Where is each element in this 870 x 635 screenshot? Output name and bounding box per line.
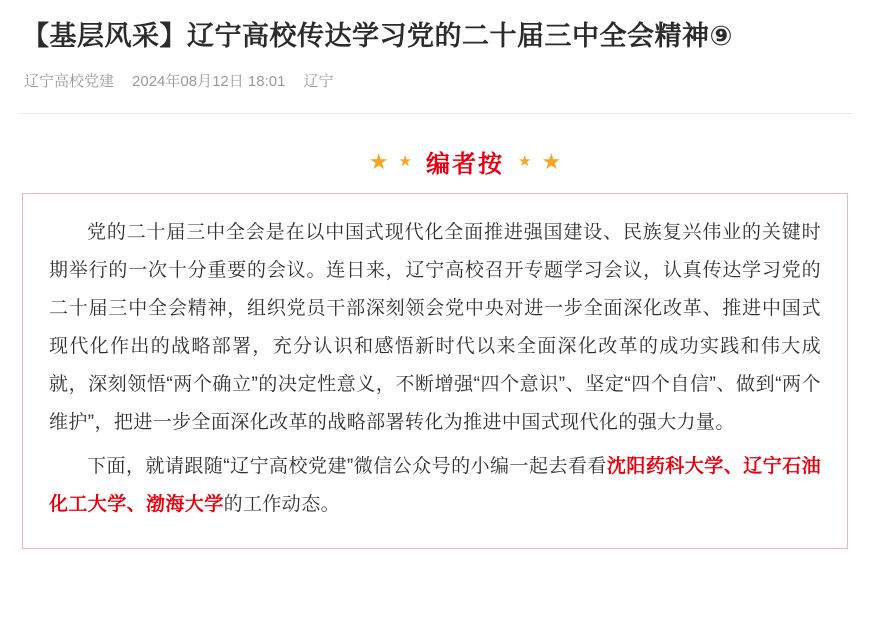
- editor-note-box: [22, 193, 848, 549]
- article-page: [0, 18, 870, 635]
- star-icon: ★: [398, 153, 412, 171]
- meta-datetime: 2024年08月12日 18:01: [132, 73, 286, 91]
- star-icon: ★: [541, 148, 562, 174]
- editor-note-label: 编者按: [426, 151, 504, 179]
- paragraph-text: 党的二十届三中全会是在以中国式现代化全面推进强国建设、民族复兴伟业的关键时期举行的一次十分重要的会议。连日来，辽宁高校召开专题学习会议，认真传达学习党的二十届三中全会精神，组织党员干部深刻领会党中央对进一步全面深化改革、推进中国式现代化作出的战略部署，充分认识和感悟新时代以来全面深化改革的成功实践和伟大成就，深刻领悟“两个确立”的决定性意义，不断增强“四个意识”、坚定“四个自信”、做到“两个维护”，把进一步全面深化改革的战略部署转化为推进中国式现代化的强大力量。: [49, 222, 821, 434]
- header-divider: [18, 113, 852, 114]
- paragraph: [49, 214, 821, 442]
- star-icon: ★: [518, 153, 532, 171]
- star-icon: ★: [368, 148, 389, 174]
- meta-location: 辽宁: [303, 73, 334, 91]
- highlighted-university-list: 沈阳药科大学、辽宁石油化工大学、渤海大学: [49, 456, 821, 516]
- paragraph-text: 下面，就请跟随“辽宁高校党建”微信公众号的小编一起去看看: [87, 456, 607, 478]
- page-title: 【基层风采】辽宁高校传达学习党的二十届三中全会精神⑨: [22, 21, 733, 51]
- article-content: [18, 144, 852, 549]
- paragraph: [49, 448, 821, 524]
- paragraph-text: 的工作动态。: [223, 494, 341, 516]
- article-meta: [24, 70, 852, 91]
- meta-source: 辽宁高校党建: [24, 73, 115, 91]
- editor-note-header: [18, 144, 852, 179]
